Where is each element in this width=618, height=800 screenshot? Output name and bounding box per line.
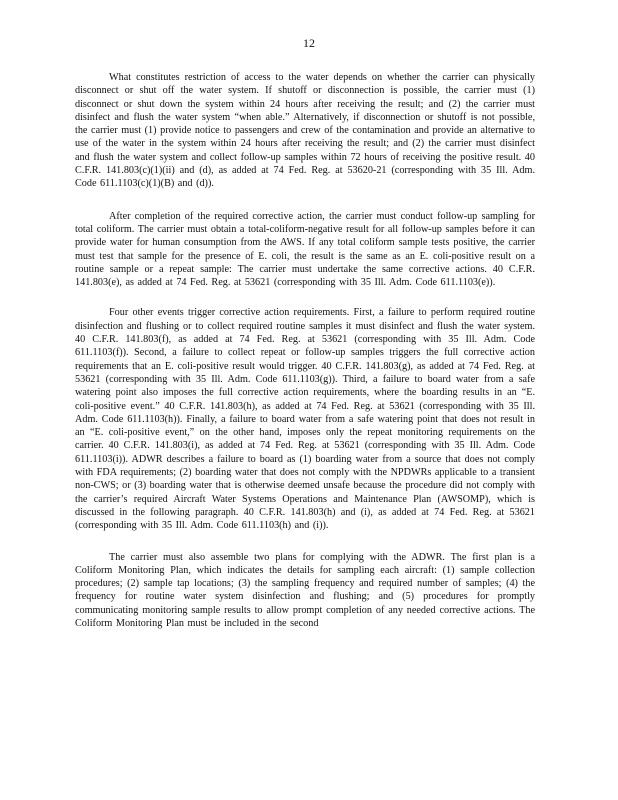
- document-body: [75, 71, 535, 649]
- paragraph-follow-up-sampling: After completion of the required corrective action, the carrier must conduct follow-up sampling for total coliform. The carrier must obtain a total-coliform-negative result for all follow-up samples before it can provide water for human consumption from the AWS. If any total coliform sample tests positive, the carrier must test that sample for the presence of E. coli, the result is the same as an E. coli-positive result on a routine sample or a repeat sample: The carrier must undertake the same corrective actions. 40 C.F.R. 141.803(e), as added at 74 Fed. Reg. at 53621 (corresponding with 35 Ill. Adm. Code 611.1103(e)).: [75, 210, 535, 289]
- page-number: 12: [303, 36, 315, 50]
- paragraph-other-trigger-events: Four other events trigger corrective action requirements. First, a failure to perform required routine disinfection and flushing or to collect required routine samples it must disinfect and flush the water system. 40 C.F.R. 141.803(f), as added at 74 Fed. Reg. at 53621 (corresponding with 35 Ill. Adm. Code 611.1103(f)). Second, a failure to collect repeat or follow-up samples triggers the full corrective action requirements that an E. coli-positive result would trigger. 40 C.F.R. 141.803(g), as added at 74 Fed. Reg. at 53621 (corresponding with 35 Ill. Adm. Code 611.1103(g)). Third, a failure to board water from a safe watering point also imposes the full corrective action requirements, where the boarding results in an “E. coli-positive event.” 40 C.F.R. 141.803(h), as added at 74 Fed. Reg. at 53621 (corresponding with 35 Ill. Adm. Code 611.1103(h)). Finally, a failure to board water from a safe watering point that does not result in an “E. coli-positive event,” on the other hand, imposes only the repeat monitoring requirements on the carrier. 40 C.F.R. 141.803(i), as added at 74 Fed. Reg. at 53621 (corresponding with 35 Ill. Adm. Code 611.1103(i)). ADWR describes a failure to board as (1) boarding water from a source that does not comply with FDA requirements; (2) boarding water that does not comply with the NPDWRs applicable to a transient non-CWS; or (3) boarding water that is otherwise deemed unsafe because the procedure did not comply with the carrier’s required Aircraft Water Systems Operations and Maintenance Plan (AWSOMP), which is discussed in the following paragraph. 40 C.F.R. 141.803(h) and (i), as added at 74 Fed. Reg. at 53621 (corresponding with 35 Ill. Adm. Code 611.1103(h) and (i)).: [75, 307, 535, 532]
- paragraph-compliance-plans: The carrier must also assemble two plans for complying with the ADWR. The first plan is a Coliform Monitoring Plan, which indicates the details for sampling each aircraft: (1) sample collection procedures; (2) sample tap locations; (3) the sampling frequency and required number of samples; (4) the frequency for routine water system disinfection and flushing; and (5) procedures for promptly communicating monitoring sample results to allow prompt completion of any needed corrective actions. The Coliform Monitoring Plan must be included in the second: [75, 551, 535, 629]
- paragraph-restriction-of-access: What constitutes restriction of access to the water depends on whether the carrier can physically disconnect or shut off the water system. If shutoff or disconnection is possible, the carrier must (1) disconnect or shut down the system within 24 hours after receiving the result; and (2) the carrier must disinfect and flush the water system “when able.” Alternatively, if disconnection or shutoff is not possible, the carrier must (1) provide notice to passengers and crew of the contamination and provide an alternative to use of the water in the system within 24 hours after receiving the result; and (2) the carrier must disinfect and flush the water system and collect follow-up samples within 72 hours of receiving the positive result. 40 C.F.R. 141.803(c)(1)(ii) and (d), as added at 74 Fed. Reg. at 53620-21 (corresponding with 35 Ill. Adm. Code 611.1103(c)(1)(B) and (d)).: [75, 72, 535, 190]
